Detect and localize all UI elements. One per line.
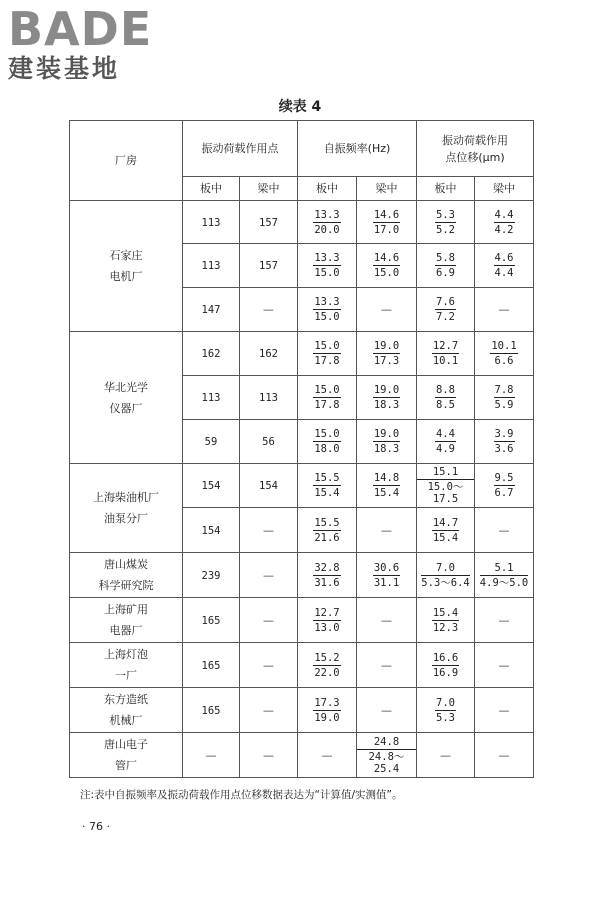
fraction-value bbox=[313, 517, 340, 544]
empty-dash: — bbox=[263, 613, 274, 627]
measured-value: 8.5 bbox=[436, 399, 455, 411]
empty-dash: — bbox=[263, 568, 274, 582]
factory-name-line: 科学研究院 bbox=[98, 579, 154, 592]
cell-disp-slab bbox=[417, 201, 475, 244]
empty-dash: — bbox=[381, 703, 392, 717]
factory-name bbox=[70, 598, 183, 643]
measured-value: 15.4 bbox=[373, 487, 400, 499]
cell-freq-beam bbox=[357, 733, 417, 778]
value: 162 bbox=[259, 348, 278, 360]
cell-disp-slab bbox=[417, 733, 475, 778]
page-number: · 76 · bbox=[82, 820, 110, 833]
measured-value: 20.0 bbox=[314, 223, 340, 236]
calculated-value: 15.2 bbox=[314, 651, 340, 664]
value: 154 bbox=[259, 480, 278, 492]
fraction-value bbox=[421, 562, 469, 589]
cell-disp-beam bbox=[475, 464, 534, 508]
fraction-value bbox=[373, 428, 400, 455]
cell-disp-slab bbox=[417, 688, 475, 733]
fraction-value bbox=[435, 697, 456, 724]
cell-disp-slab bbox=[417, 553, 475, 598]
fraction-value bbox=[313, 209, 340, 236]
measured-value: 19.0 bbox=[314, 711, 340, 724]
cell-point-slab bbox=[183, 688, 240, 733]
fraction-value bbox=[432, 340, 459, 367]
cell-disp-slab bbox=[417, 643, 475, 688]
header-displacement bbox=[417, 121, 534, 177]
cell-point-slab bbox=[183, 244, 240, 288]
cell-freq-beam bbox=[357, 643, 417, 688]
fraction-value bbox=[313, 562, 340, 589]
measured-value: 3.6 bbox=[494, 443, 514, 455]
fraction-value bbox=[432, 517, 459, 544]
cell-disp-slab bbox=[417, 598, 475, 643]
calculated-value: 15.4 bbox=[432, 606, 459, 619]
measured-value: 18.3 bbox=[373, 399, 400, 411]
subheader-point-slab: 板中 bbox=[183, 177, 240, 201]
empty-dash: — bbox=[205, 748, 217, 762]
empty-dash: — bbox=[381, 613, 392, 627]
factory-name-line: 油泵分厂 bbox=[104, 512, 148, 525]
table-row bbox=[70, 598, 534, 643]
table-row bbox=[70, 643, 534, 688]
table-row bbox=[70, 688, 534, 733]
cell-freq-beam bbox=[357, 332, 417, 376]
measured-value: 4.4 bbox=[494, 267, 514, 279]
cell-disp-slab bbox=[417, 508, 475, 553]
table-caption: 续表 4 bbox=[278, 99, 322, 115]
table-row bbox=[70, 201, 534, 244]
cell-disp-beam bbox=[475, 598, 534, 643]
value: 165 bbox=[201, 659, 221, 672]
empty-dash: — bbox=[498, 748, 510, 762]
cell-disp-beam bbox=[475, 332, 534, 376]
cell-disp-beam bbox=[475, 508, 534, 553]
cell-disp-beam bbox=[475, 376, 534, 420]
factory-name-line: 东方造纸 bbox=[104, 693, 148, 706]
factory-name-line: 唐山煤炭 bbox=[104, 558, 148, 571]
header-displacement-line1: 振动荷载作用 bbox=[442, 133, 509, 147]
fraction-value bbox=[494, 384, 515, 411]
cell-point-slab bbox=[183, 332, 240, 376]
subheader-freq-slab: 板中 bbox=[298, 177, 357, 201]
measured-value: 18.3 bbox=[373, 443, 400, 455]
empty-dash: — bbox=[381, 303, 392, 316]
fraction-value bbox=[373, 384, 400, 411]
cell-point-slab bbox=[183, 288, 240, 332]
cell-disp-slab bbox=[417, 288, 475, 332]
factory-name-line: 华北光学 bbox=[104, 380, 148, 394]
fraction-value bbox=[373, 209, 400, 236]
cell-point-beam bbox=[240, 376, 298, 420]
measured-value: 17.8 bbox=[314, 399, 340, 411]
calculated-value: 24.8 bbox=[357, 736, 416, 750]
measured-value: 22.0 bbox=[314, 666, 340, 679]
measured-value: 6.7 bbox=[494, 487, 514, 499]
calculated-value: 15.5 bbox=[314, 516, 340, 529]
empty-dash: — bbox=[263, 748, 274, 762]
value: 154 bbox=[201, 480, 221, 492]
cell-disp-beam bbox=[475, 733, 534, 778]
cell-point-beam bbox=[240, 508, 298, 553]
factory-name bbox=[70, 553, 183, 598]
fraction-value bbox=[313, 472, 340, 499]
calculated-value: 9.5 bbox=[494, 472, 514, 484]
empty-dash: — bbox=[263, 658, 274, 672]
factory-name-line: 上海柴油机厂 bbox=[93, 491, 159, 504]
fraction-value bbox=[373, 340, 400, 367]
fraction-value bbox=[313, 384, 340, 411]
logo bbox=[8, 2, 178, 84]
cell-freq-slab bbox=[298, 553, 357, 598]
cell-freq-beam bbox=[357, 508, 417, 553]
calculated-value: 19.0 bbox=[373, 384, 400, 396]
calculated-value: 5.8 bbox=[436, 252, 455, 264]
cell-freq-slab bbox=[298, 332, 357, 376]
cell-disp-slab bbox=[417, 376, 475, 420]
cell-point-slab bbox=[183, 464, 240, 508]
cell-point-slab bbox=[183, 508, 240, 553]
cell-freq-slab bbox=[298, 643, 357, 688]
value: 154 bbox=[201, 524, 221, 537]
calculated-value: 7.0 bbox=[436, 696, 455, 709]
factory-name-line: 管厂 bbox=[115, 759, 137, 772]
cell-disp-slab bbox=[417, 244, 475, 288]
factory-name bbox=[70, 464, 183, 553]
empty-dash: — bbox=[381, 523, 392, 537]
value: 59 bbox=[204, 436, 218, 448]
fraction-value bbox=[313, 428, 340, 455]
cell-freq-beam bbox=[357, 288, 417, 332]
fraction-value bbox=[494, 252, 515, 279]
calculated-value: 13.3 bbox=[314, 208, 340, 221]
empty-dash: — bbox=[498, 523, 510, 537]
measured-value: 17.8 bbox=[314, 355, 340, 367]
measured-value: 5.9 bbox=[494, 399, 514, 411]
value: 113 bbox=[201, 392, 221, 404]
header-factory: 厂房 bbox=[70, 121, 183, 201]
cell-freq-slab bbox=[298, 244, 357, 288]
value: 157 bbox=[259, 216, 278, 229]
cell-freq-slab bbox=[298, 508, 357, 553]
calculated-value: 8.8 bbox=[436, 384, 455, 396]
measured-value: 12.3 bbox=[432, 621, 459, 634]
measured-value: 15.0 bbox=[314, 267, 340, 279]
empty-dash: — bbox=[498, 658, 510, 672]
measured-value: 15.0 bbox=[314, 311, 340, 323]
calculated-value: 19.0 bbox=[373, 340, 400, 352]
fraction-value bbox=[432, 607, 459, 634]
fraction-value bbox=[435, 209, 456, 236]
calculated-value: 15.0 bbox=[314, 340, 340, 352]
cell-point-beam bbox=[240, 464, 298, 508]
calculated-value: 7.8 bbox=[494, 384, 514, 396]
fraction-value bbox=[313, 340, 340, 367]
calculated-value: 14.6 bbox=[373, 208, 400, 221]
cell-point-beam bbox=[240, 688, 298, 733]
cell-disp-slab bbox=[417, 332, 475, 376]
fraction-value bbox=[313, 607, 340, 634]
factory-name-line: 电机厂 bbox=[109, 270, 143, 283]
calculated-value: 14.6 bbox=[373, 252, 400, 264]
table-row bbox=[70, 332, 534, 376]
empty-dash: — bbox=[498, 613, 510, 627]
fraction-value bbox=[313, 296, 340, 323]
subheader-disp-beam: 梁中 bbox=[475, 177, 534, 201]
cell-freq-beam bbox=[357, 464, 417, 508]
factory-name-line: 上海矿用 bbox=[104, 603, 148, 616]
cell-point-beam bbox=[240, 420, 298, 464]
measured-value: 15.0 bbox=[373, 267, 400, 279]
measured-value: 4.2 bbox=[494, 223, 514, 236]
cell-freq-beam bbox=[357, 376, 417, 420]
cell-point-slab bbox=[183, 201, 240, 244]
factory-name bbox=[70, 332, 183, 464]
measured-value: 18.0 bbox=[314, 443, 340, 455]
value: 162 bbox=[201, 348, 221, 360]
measured-value: 17.0 bbox=[373, 223, 400, 236]
cell-disp-slab bbox=[417, 420, 475, 464]
calculated-value: 4.6 bbox=[494, 252, 514, 264]
factory-name-line: 唐山电子 bbox=[104, 738, 148, 751]
fraction-value bbox=[313, 652, 340, 679]
calculated-value: 32.8 bbox=[314, 561, 340, 574]
fraction-value bbox=[480, 562, 528, 589]
measured-value: 21.6 bbox=[314, 531, 340, 544]
empty-dash: — bbox=[498, 303, 510, 316]
fraction-value bbox=[435, 428, 456, 455]
cell-disp-slab bbox=[417, 464, 475, 508]
factory-name-line: 石家庄 bbox=[109, 249, 143, 262]
factory-name bbox=[70, 688, 183, 733]
calculated-value: 4.4 bbox=[436, 428, 455, 440]
value: 165 bbox=[201, 614, 221, 627]
factory-name-line: 上海灯泡 bbox=[104, 648, 148, 661]
empty-dash: — bbox=[263, 303, 274, 316]
measured-value: 6.9 bbox=[436, 267, 455, 279]
cell-freq-slab bbox=[298, 288, 357, 332]
table-row bbox=[70, 733, 534, 778]
fraction-value bbox=[494, 428, 515, 455]
fraction-value bbox=[432, 652, 459, 679]
value: 113 bbox=[259, 392, 278, 404]
cell-disp-beam bbox=[475, 553, 534, 598]
empty-dash: — bbox=[498, 703, 510, 717]
value: 165 bbox=[201, 704, 221, 717]
calculated-value: 5.3 bbox=[436, 208, 455, 221]
calculated-value: 19.0 bbox=[373, 428, 400, 440]
calculated-value: 30.6 bbox=[373, 561, 400, 574]
cell-point-slab bbox=[183, 643, 240, 688]
factory-name-line: 仪器厂 bbox=[109, 401, 143, 415]
fraction-value bbox=[494, 472, 515, 499]
measured-value: 16.9 bbox=[432, 666, 459, 679]
calculated-value: 15.5 bbox=[314, 472, 340, 484]
cell-freq-slab bbox=[298, 733, 357, 778]
empty-dash: — bbox=[321, 748, 333, 762]
cell-freq-beam bbox=[357, 598, 417, 643]
measured-value: 7.2 bbox=[436, 311, 455, 323]
cell-freq-beam bbox=[357, 553, 417, 598]
calculated-value: 12.7 bbox=[314, 606, 340, 619]
value: 113 bbox=[201, 216, 221, 229]
cell-freq-beam bbox=[357, 688, 417, 733]
empty-dash: — bbox=[263, 523, 274, 537]
cell-freq-slab bbox=[298, 688, 357, 733]
cell-point-slab bbox=[183, 420, 240, 464]
calculated-value: 10.1 bbox=[491, 340, 517, 352]
header-load-point: 振动荷载作用点 bbox=[183, 121, 298, 177]
cell-freq-beam bbox=[357, 201, 417, 244]
measured-value: 4.9 bbox=[436, 443, 455, 455]
factory-name-line: 电器厂 bbox=[109, 624, 143, 637]
value: 239 bbox=[201, 569, 221, 582]
fraction-value bbox=[417, 466, 474, 505]
fraction-value bbox=[373, 472, 400, 499]
cell-freq-beam bbox=[357, 420, 417, 464]
cell-disp-beam bbox=[475, 420, 534, 464]
calculated-value: 15.0 bbox=[314, 384, 340, 396]
calculated-value: 17.3 bbox=[314, 696, 340, 709]
cell-point-beam bbox=[240, 332, 298, 376]
calculated-value: 14.7 bbox=[432, 516, 459, 529]
calculated-value: 3.9 bbox=[494, 428, 514, 440]
cell-point-beam bbox=[240, 553, 298, 598]
factory-name-line: 机械厂 bbox=[109, 714, 143, 727]
subheader-disp-slab: 板中 bbox=[417, 177, 475, 201]
measured-value: 13.0 bbox=[314, 621, 340, 634]
cell-point-beam bbox=[240, 288, 298, 332]
measured-value: 6.6 bbox=[494, 355, 514, 367]
cell-point-slab bbox=[183, 376, 240, 420]
calculated-value: 5.1 bbox=[480, 562, 528, 576]
cell-point-beam bbox=[240, 201, 298, 244]
factory-name bbox=[70, 201, 183, 332]
fraction-value bbox=[435, 384, 456, 411]
empty-dash: — bbox=[381, 658, 392, 672]
cell-point-beam bbox=[240, 244, 298, 288]
factory-name bbox=[70, 733, 183, 778]
calculated-value: 13.3 bbox=[314, 296, 340, 308]
cell-disp-beam bbox=[475, 244, 534, 288]
table-body bbox=[70, 201, 534, 778]
fraction-value bbox=[357, 736, 416, 775]
cell-point-beam bbox=[240, 643, 298, 688]
cell-point-slab bbox=[183, 598, 240, 643]
empty-dash: — bbox=[263, 703, 274, 717]
table-note: 注:表中自振频率及振动荷载作用点位移数据表达为“计算值/实测值”。 bbox=[80, 789, 403, 801]
cell-disp-beam bbox=[475, 643, 534, 688]
calculated-value: 12.7 bbox=[432, 340, 459, 352]
measured-value: 5.2 bbox=[436, 223, 455, 236]
header-natural-frequency: 自振频率(Hz) bbox=[298, 121, 417, 177]
logo-subtitle: 建装基地 bbox=[8, 54, 121, 83]
calculated-value: 14.8 bbox=[373, 472, 400, 484]
measured-value: 15.4 bbox=[314, 487, 340, 499]
measured-value: 5.3～6.4 bbox=[421, 576, 470, 589]
value: 147 bbox=[201, 304, 221, 316]
header-displacement-line2: 点位移(μm) bbox=[445, 150, 505, 164]
cell-freq-slab bbox=[298, 201, 357, 244]
measured-value: 15.4 bbox=[432, 531, 459, 544]
subheader-point-beam: 梁中 bbox=[240, 177, 298, 201]
cell-point-slab bbox=[183, 733, 240, 778]
cell-point-slab bbox=[183, 553, 240, 598]
measured-value: 17.3 bbox=[373, 355, 400, 367]
measured-value: 15.0～17.5 bbox=[427, 481, 464, 505]
measured-value: 31.6 bbox=[314, 576, 340, 589]
calculated-value: 15.0 bbox=[314, 428, 340, 440]
cell-freq-slab bbox=[298, 464, 357, 508]
value: 56 bbox=[262, 436, 275, 448]
fraction-value bbox=[435, 296, 456, 323]
value: 113 bbox=[201, 260, 221, 272]
calculated-value: 16.6 bbox=[432, 651, 459, 664]
cell-point-beam bbox=[240, 733, 298, 778]
cell-disp-beam bbox=[475, 688, 534, 733]
fraction-value bbox=[490, 340, 517, 367]
calculated-value: 15.1 bbox=[417, 466, 474, 480]
cell-freq-slab bbox=[298, 376, 357, 420]
logo-brand: BADE bbox=[8, 2, 153, 56]
fraction-value bbox=[373, 562, 400, 589]
table-row bbox=[70, 464, 534, 508]
data-table bbox=[69, 120, 534, 778]
fraction-value bbox=[313, 252, 340, 279]
cell-freq-slab bbox=[298, 420, 357, 464]
empty-dash: — bbox=[440, 748, 452, 762]
measured-value: 31.1 bbox=[373, 576, 400, 589]
factory-name bbox=[70, 643, 183, 688]
calculated-value: 7.6 bbox=[436, 296, 455, 308]
calculated-value: 13.3 bbox=[314, 252, 340, 264]
calculated-value: 7.0 bbox=[421, 562, 469, 576]
fraction-value bbox=[494, 209, 515, 236]
subheader-freq-beam: 梁中 bbox=[357, 177, 417, 201]
measured-value: 5.3 bbox=[436, 711, 455, 724]
fraction-value bbox=[313, 697, 340, 724]
cell-disp-beam bbox=[475, 288, 534, 332]
cell-disp-beam bbox=[475, 201, 534, 244]
factory-name-line: 一厂 bbox=[115, 669, 137, 682]
cell-point-beam bbox=[240, 598, 298, 643]
value: 157 bbox=[259, 260, 278, 272]
fraction-value bbox=[435, 252, 456, 279]
table-row bbox=[70, 553, 534, 598]
cell-freq-beam bbox=[357, 244, 417, 288]
cell-freq-slab bbox=[298, 598, 357, 643]
measured-value: 24.8～25.4 bbox=[368, 750, 405, 775]
calculated-value: 4.4 bbox=[494, 208, 514, 221]
measured-value: 4.9～5.0 bbox=[479, 576, 529, 589]
measured-value: 10.1 bbox=[432, 355, 459, 367]
fraction-value bbox=[373, 252, 400, 279]
